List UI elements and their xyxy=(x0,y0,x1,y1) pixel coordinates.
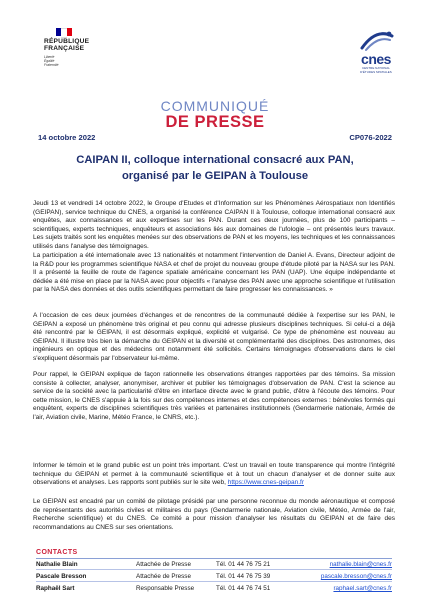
paragraph-2: La participation a été internationale avec 13 nationalités et notamment l'intervention de Daniel A. Evans, Directeur adjoint de la R&D pour les programmes scientifique NASA et chef de projet du nouveau groupe d'étude piloté par la NASA sur les PAN. Il a présenté la feuille de route de l'agence spatiale américaine concernant les PAN (UAP). Une équipe indépendante et dédiée a été mise en place par la NASA avec pour objectifs « l'analyse des PAN avec une approche scientifique et l'utilisation par la NASA des données et des outils scientifiques permettant de faire progresser les connaissances. » xyxy=(33,252,395,293)
contact-name: Raphaël Sart xyxy=(36,585,75,592)
motto-fraternite: Fraternité xyxy=(44,62,59,67)
rf-line2: FRANÇAISE xyxy=(44,45,85,53)
cnes-swoosh-icon xyxy=(356,30,396,52)
paragraph-4: Pour rappel, le GEIPAN explique de façon rationnelle les observations étranges rapportées par des témoins. Sa mission consiste à collecter, analyser, anonymiser, archiver et publier les témoignages d'observation de PAN. C'est la science au service de la société avec la particularité d'être en interface directe avec le grand public, d'être à l'écoute des témoins. Pour cette mission, le CNES s'appuie à la fois sur des compétences internes et des compétences externes : bénévoles formés qui enquêtent, experts de disciplines scientifiques très variées et partenaires institutionnels (Gendarmerie nationale, Armée de l'air, Aviation civile, Marine, Météo France, le CNRS, etc.). xyxy=(33,371,395,421)
french-flag-icon xyxy=(56,28,72,36)
paragraph-5 xyxy=(33,462,395,488)
website-link[interactable]: https://www.cnes-geipan.fr xyxy=(227,479,304,486)
cp-line2: DE PRESSE xyxy=(165,113,265,131)
contact-name: Pascale Bresson xyxy=(36,573,87,580)
motto-egalite: Égalité xyxy=(44,58,55,63)
contact-role: Responsable Presse xyxy=(136,585,195,592)
cnes-wordmark: cnes xyxy=(361,51,391,67)
contact-phone: Tél. 01 44 76 75 39 xyxy=(216,573,271,580)
rf-motto xyxy=(44,55,114,67)
rf-line1: RÉPUBLIQUE xyxy=(44,38,90,45)
page-title xyxy=(40,152,390,184)
paragraph-5-text: Informer le témoin et le grand public est un point très important. C'est un travail en toute transparence qui montre l'intégrité technique du GEIPAN et permet à la communauté scientifique et à tout un chacun d'analyser et de donner suite aux observations et analyses. Les rapports sont publiés sur le site web, xyxy=(33,462,395,486)
row-divider xyxy=(36,581,392,582)
row-divider xyxy=(36,569,392,570)
cnes-sub2: D'ÉTUDES SPATIALES xyxy=(360,69,392,74)
release-date: 14 octobre 2022 xyxy=(38,133,96,142)
contact-row xyxy=(36,583,392,594)
contact-row xyxy=(36,571,392,582)
cnes-subtitle xyxy=(346,67,406,74)
contact-email-link[interactable]: nathalie.blain@cnes.fr xyxy=(329,561,392,568)
cnes-sub1: CENTRE NATIONAL xyxy=(362,66,390,70)
title-line2: organisé par le GEIPAN à Toulouse xyxy=(121,170,309,182)
contact-email-link[interactable]: raphael.sart@cnes.fr xyxy=(333,585,392,592)
motto-liberte: Liberté xyxy=(44,54,55,59)
flag-red xyxy=(67,28,72,36)
contact-role: Attachée de Presse xyxy=(136,573,191,580)
paragraph-1: Jeudi 13 et vendredi 14 octobre 2022, le Groupe d'Etudes et d'Information sur les Phénomènes Aérospatiaux non Identifiés (GEIPAN), service technique du CNES, a organisé la conférence CAIPAN II à Toulouse, colloque international consacré aux enquêtes, aux connaissances et aux expertises sur les PAN. Durant ces deux journées, plus de 100 participants – scientifiques, experts techniques, enquêteurs et associations liés aux domaines de l'ufologie – ont présentés leurs travaux. Les sujets traités sont les enquêtes menées sur des observations de PAN et les moyens, les techniques et les connaissances utilisés dans l'analyse des témoignages. xyxy=(33,200,395,250)
contact-role: Attachée de Presse xyxy=(136,561,191,568)
communique-de-presse-logo xyxy=(140,99,290,130)
paragraph-6: Le GEIPAN est encadré par un comité de pilotage présidé par une personne reconnue du monde aéronautique et composé de représentants des autorités civiles et militaires du pays (Gendarmerie nationale, Aviation civile, Météo, Armée de l'air, Recherche scientifique) et du CNES. Ce comité a pour mission d'analyser les résultats du GEIPAN et de faire des recommandations au CNES sur ses orientations. xyxy=(33,498,395,531)
contact-email-link[interactable]: pascale.bresson@cnes.fr xyxy=(320,573,392,580)
contact-row xyxy=(36,559,392,570)
cp-line1: COMMUNIQUÉ xyxy=(160,98,270,114)
rf-name xyxy=(44,38,114,53)
contact-phone: Tél. 01 44 76 74 51 xyxy=(216,585,271,592)
release-reference: CP076-2022 xyxy=(349,133,392,142)
contact-name: Nathalie Blain xyxy=(36,561,78,568)
title-line1: CAIPAN II, colloque international consacré aux PAN, xyxy=(76,154,354,166)
republique-francaise-logo xyxy=(44,28,114,67)
paragraph-3: A l'occasion de ces deux journées d'échanges et de rencontres de la communauté dédiée à l'expertise sur les PAN, le GEIPAN a exposé un phénomène très original et peu connu qui adresse plusieurs disciplines techniques. Si celui-ci a déjà été rencontré par le GEIPAN, il est désormais expliqué, explicité et vulgarisé. Ce type de phénomène est nouveau au GEIPAN. Il illustre très bien la démarche du GEIPAN et la diversité et complémentarité des disciplines. Des astronomes, des ingénieurs en optique et des médecins ont notamment été sollicités. Certains témoignages d'observations dans le ciel s'expliquent désormais par l'observateur lui-même. xyxy=(33,312,395,362)
contacts-title: CONTACTS xyxy=(36,549,78,556)
contact-phone: Tél. 01 44 76 75 21 xyxy=(216,561,271,568)
cnes-logo xyxy=(346,30,406,74)
